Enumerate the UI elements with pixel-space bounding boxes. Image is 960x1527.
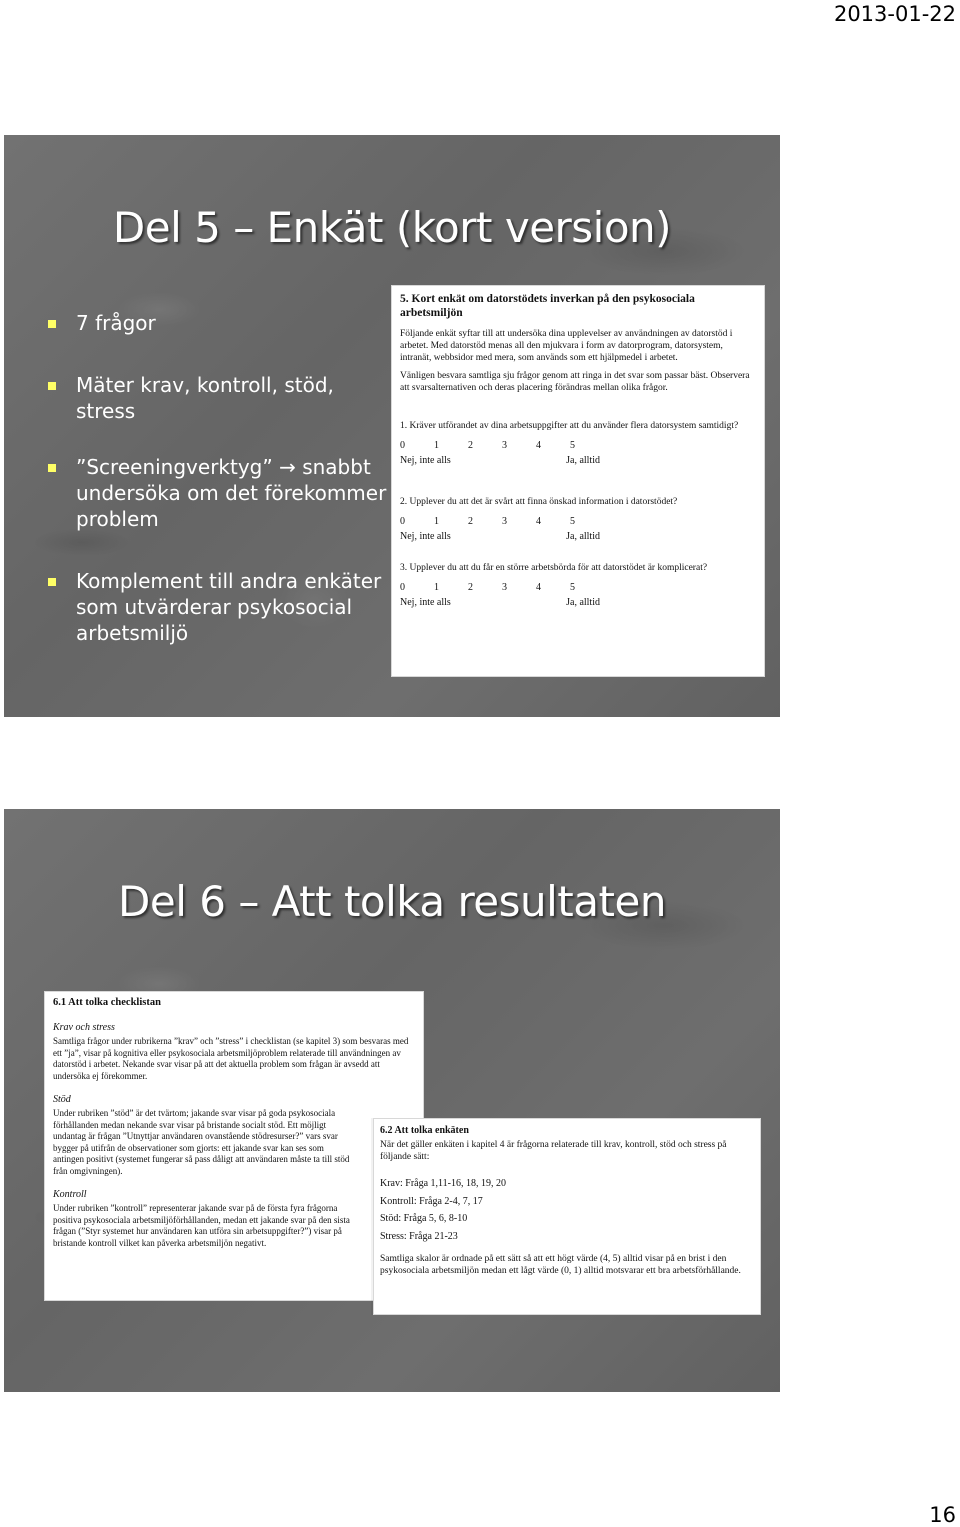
square-bullet-icon [48,320,56,328]
page-date: 2013-01-22 [833,2,956,26]
bullet-item: ”Screeningverktyg” → snabbt undersöka om det förekommer problem [48,454,393,532]
bullet-list [48,310,393,682]
square-bullet-icon [48,382,56,390]
doc-heading: 6.2 Att tolka enkäten [380,1125,469,1136]
doc-subheading: Kontroll [53,1189,87,1200]
square-bullet-icon [48,464,56,472]
slide-del-5 [4,135,780,717]
scale-labels: Nej, inte alls Ja, alltid [400,531,600,542]
doc-heading: 6.1 Att tolka checklistan [53,997,161,1008]
survey-document-image [391,285,765,677]
question-3: 3. Upplever du att du får en större arbetsbörda för att datorstödet är komplicerat? [400,563,708,573]
doc-paragraph: Under rubriken ”stöd” är det tvärtom; jakande svar visar på goda psykosociala förhållanden medan nekande svar visar på bristande socialt stöd. Ett möjligt undantag är frågan ”Utnyttjar användaren ovanstående stödresurser?” vars svar bygger på utifrån de observationer som gjorts: ett jakande svar kan ses som antingen positivt (systemet fungerar så pass dåligt att användaren måste ta till stöd från omgivningen). [53,1108,350,1176]
bullet-item: 7 frågor [48,310,393,336]
doc-heading: 5. Kort enkät om datorstödets inverkan på den psykosociala arbetsmiljön [400,293,695,319]
bullet-item: Mäter krav, kontroll, stöd, stress [48,372,393,424]
list-item: Stress: Fråga 21-23 [380,1230,458,1242]
doc-paragraph: Samtliga frågor under rubrikerna ”krav” och ”stress” i checklistan (se kapitel 3) som besvaras med ett ”ja”, visar på kognitiva eller psykosociala arbetsmiljöproblem relaterade till användningen av datorstöd i arbetet. Nekande svar visar på att det aktuella problem som frågan är avsedd att undersöka ej förekommer. [53,1036,409,1081]
scale-labels: Nej, inte alls Ja, alltid [400,455,600,466]
page-number: 16 [929,1503,956,1527]
doc-intro: Följande enkät syftar till att undersöka dina upplevelser av användningen av datorstöd i arbetet. Med datorstöd menas all den mjukvara i form av datorprogram, datorsystem, intranät, webbsidor med mera, som används som ett hjälpmedel i arbetet. [400,329,733,363]
survey-interpretation-document-image [373,1118,761,1315]
answer-scale: 0 1 2 3 4 5 [400,440,575,451]
checklist-document-image [44,991,424,1301]
square-bullet-icon [48,578,56,586]
question-1: 1. Kräver utförandet av dina arbetsuppgifter att du använder flera datorsystem samtidigt? [400,421,739,431]
doc-subheading: Stöd [53,1094,71,1105]
question-2: 2. Upplever du att det är svårt att finna önskad information i datorstödet? [400,497,678,507]
doc-subheading: Krav och stress [53,1022,115,1033]
question-category-list [380,1175,754,1245]
doc-paragraph: Samtliga skalor är ordnade på ett sätt så att ett högt värde (4, 5) alltid visar på en brist i den psykosociala arbetsmiljön medan ett lågt värde (0, 1) alltid motsvarar ett bra arbetsförhållande. [380,1254,741,1276]
doc-paragraph: Under rubriken ”kontroll” representerar jakande svar på de första fyra frågorna positiva psykosociala arbetsmiljöförhållanden, medan ett jakande svar på den sista frågan (”Styr systemet hur användaren kan utföra sin arbetsuppgifter?”) visar på bristande kontroll vilket kan påverka arbetsmiljön negativt. [53,1203,350,1248]
scale-labels: Nej, inte alls Ja, alltid [400,597,600,608]
slide-del-6 [4,809,780,1392]
list-item: Stöd: Fråga 5, 6, 8-10 [380,1213,468,1224]
list-item: Kontroll: Fråga 2-4, 7, 17 [380,1195,483,1207]
list-item: Krav: Fråga 1,11-16, 18, 19, 20 [380,1178,506,1189]
doc-paragraph: När det gäller enkäten i kapitel 4 är frågorna relaterade till krav, kontroll, stöd och stress på följande sätt: [380,1140,727,1162]
slide-title: Del 5 – Enkät (kort version) [112,203,672,252]
doc-instructions: Vänligen besvara samtliga sju frågor genom att ringa in det svar som passar bäst. Observera att svarsalternativen och deras placering förändras mellan olika frågor. [400,371,750,393]
slide-title: Del 6 – Att tolka resultaten [118,877,666,926]
answer-scale: 0 1 2 3 4 5 [400,582,575,593]
answer-scale: 0 1 2 3 4 5 [400,516,575,527]
bullet-item: Komplement till andra enkäter som utvärderar psykosocial arbetsmiljö [48,568,393,646]
